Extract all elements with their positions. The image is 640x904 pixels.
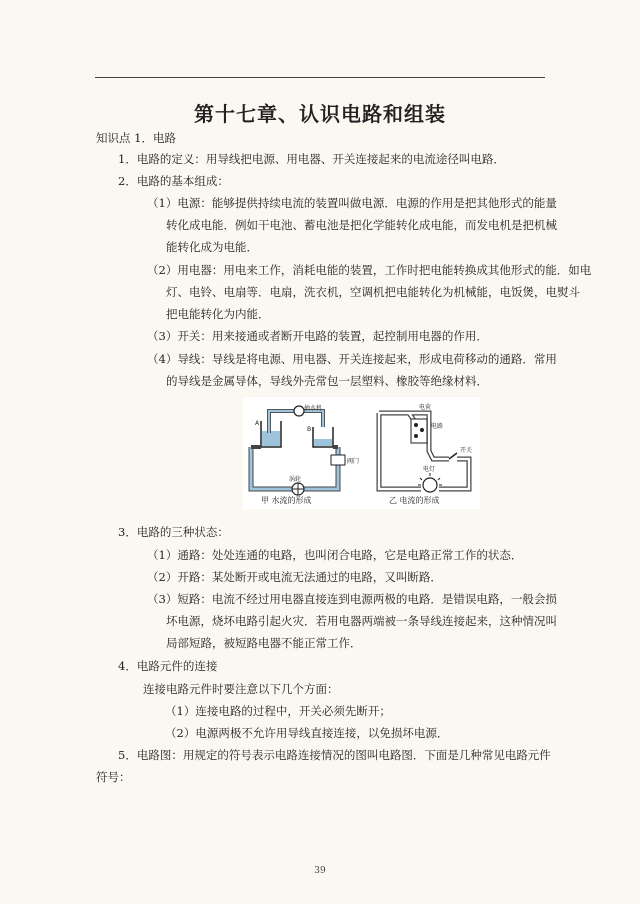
charge-dot <box>415 424 418 427</box>
turbine-label: 涡轮 <box>289 476 302 483</box>
state-short-line-3: 局部短路，被短路电器不能正常工作． <box>166 636 362 650</box>
page-number: 39 <box>314 866 326 876</box>
section-3-heading: 3．电路的三种状态： <box>118 525 229 539</box>
switch-icon <box>449 453 457 459</box>
state-short-line-2: 坏电源，烧坏电路引起火灾．若用电器两端被一条导线连接起来，这种情况叫 <box>166 614 557 628</box>
section-4-intro: 连接电路元件时要注意以下几个方面： <box>143 682 339 696</box>
lamp-icon <box>423 478 437 492</box>
tank-b-water <box>314 439 332 446</box>
wire-line-1: （4）导线：导线是将电源、用电器、开关连接起来，形成电荷移动的通路．常用 <box>147 352 557 366</box>
section-1-definition: 1．电路的定义：用导线把电源、用电器、开关连接起来的电流途径叫电路． <box>118 152 505 166</box>
switch-definition: （3）开关：用来接通或者断开电路的装置，起控制用电器的作用． <box>147 329 488 343</box>
header-rule <box>95 77 545 78</box>
state-closed-circuit: （1）通路：处处连通的电路，也叫闭合电路，它是电路正常工作的状态． <box>147 548 523 562</box>
charge-box <box>411 419 427 443</box>
state-open-circuit: （2）开路：某处断开或电流无法通过的电路，又叫断路． <box>147 570 442 584</box>
power-source-line-3: 能转化成为电能． <box>166 240 258 254</box>
section-5-line-2: 符号： <box>96 770 131 784</box>
appliance-line-3: 把电能转化为内能． <box>166 307 270 321</box>
circuit-label: 电路 <box>431 423 444 430</box>
point-b-label: B <box>307 426 312 433</box>
valve-label: 阀门 <box>347 458 360 465</box>
point-a-label: A <box>255 420 260 427</box>
pump-icon <box>294 406 304 416</box>
charge-dot <box>415 435 418 438</box>
pump-label: 抽水机 <box>304 405 323 412</box>
section-2-heading: 2．电路的基本组成： <box>118 174 229 188</box>
charge-dot <box>421 429 424 432</box>
electric-circuit <box>379 413 469 492</box>
switch-label: 开关 <box>460 447 473 454</box>
knowledge-point-heading: 知识点 1．电路 <box>96 131 176 145</box>
power-source-line-1: （1）电源：能够提供持续电流的装置叫做电源．电源的作用是把其他形式的能量 <box>147 196 557 210</box>
tank-a-water <box>262 431 280 446</box>
lamp-label: 电灯 <box>423 466 436 473</box>
appliance-line-2: 灯、电铃、电扇等．电扇，洗衣机，空调机把电能转化为机械能，电饭煲，电熨斗 <box>166 285 580 299</box>
power-source-line-2: 转化成电能．例如干电池、蓄电池是把化学能转化成电能，而发电机是把机械 <box>166 218 557 232</box>
caption-left: 甲 水流的形成 <box>261 496 312 505</box>
wire-line-2: 的导线是金属导体，导线外壳常包一层塑料、橡胶等绝缘材料． <box>166 374 488 388</box>
figure-svg <box>243 397 480 509</box>
section-4-item-1: （1）连接电路的过程中，开关必须先断开； <box>165 704 391 718</box>
charge-label: 电荷 <box>419 404 432 411</box>
section-4-heading: 4．电路元件的连接 <box>118 659 218 673</box>
caption-right: 乙 电流的形成 <box>389 496 440 505</box>
section-4-item-2: （2）电源两极不允许用导线直接连接，以免损坏电源． <box>165 726 449 740</box>
water-current-analogy-figure <box>243 397 480 509</box>
valve-icon <box>331 455 345 465</box>
page-title: 第十七章、认识电路和组装 <box>194 102 446 126</box>
appliance-line-1: （2）用电器：用电来工作，消耗电能的装置，工作时把电能转换成其他形式的能．如电 <box>147 263 592 277</box>
state-short-line-1: （3）短路：电流不经过用电器直接连到电源两极的电路．是错误电路，一般会损 <box>147 592 557 606</box>
section-5-line-1: 5．电路图：用规定的符号表示电路连接情况的图叫电路图．下面是几种常见电路元件 <box>118 748 551 762</box>
